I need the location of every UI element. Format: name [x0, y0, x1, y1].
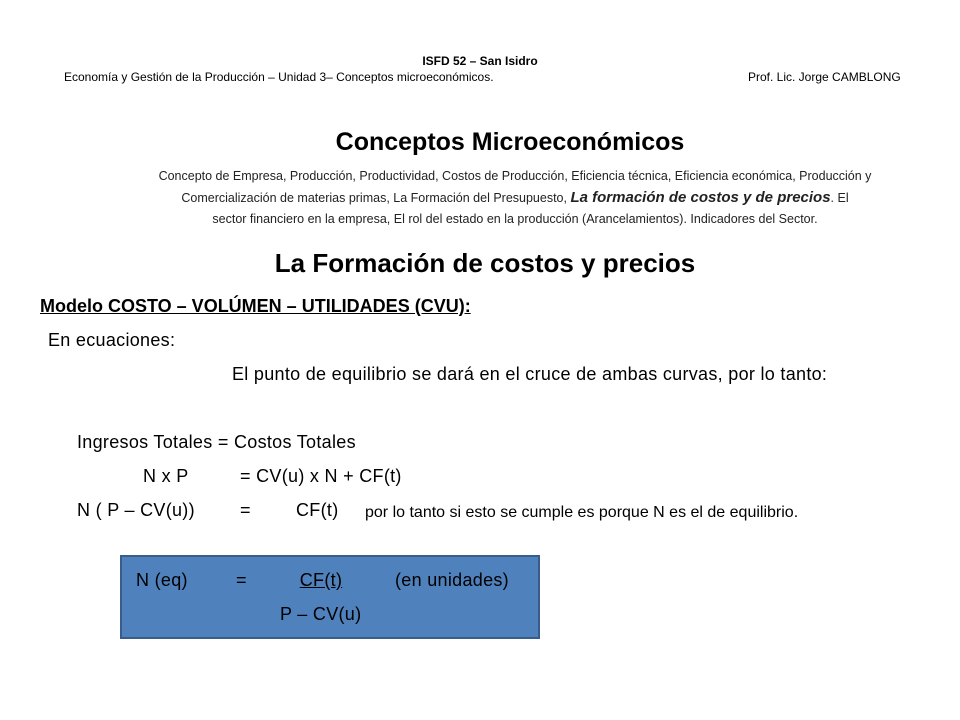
formula-denominator: P – CV(u)	[280, 604, 362, 624]
intro-line-3: sector financiero en la empresa, El rol del estado en la producción (Arancelamientos). Indicadores del Sector.	[212, 212, 818, 226]
intro-line-2	[90, 187, 940, 209]
equation-line-2-left: N x P	[143, 466, 189, 486]
en-ecuaciones-label: En ecuaciones:	[48, 330, 176, 350]
equation-line-3-right: CF(t)	[296, 500, 339, 520]
intro-emphasis: La formación de costos y de precios	[570, 189, 831, 206]
intro-line-1: Concepto de Empresa, Producción, Productividad, Costos de Producción, Eficiencia técnica, Eficiencia económica, Producción y	[158, 169, 872, 183]
equation-line-3-note: por lo tanto si esto se cumple es porque N es el de equilibrio.	[365, 504, 799, 521]
equation-line-1: Ingresos Totales = Costos Totales	[77, 432, 356, 452]
professor-header: Prof. Lic. Jorge CAMBLONG	[748, 70, 901, 84]
topics-intro	[90, 166, 940, 230]
section-title: La Formación de costos y precios	[274, 248, 696, 278]
main-title: Conceptos Microeconómicos	[335, 128, 685, 156]
model-heading: Modelo COSTO – VOLÚMEN – UTILIDADES (CVU):	[40, 296, 471, 316]
equilibrium-sentence: El punto de equilibrio se dará en el cruce de ambas curvas, por lo tanto:	[232, 364, 828, 384]
formula-lhs: N (eq)	[136, 570, 188, 590]
course-header: Economía y Gestión de la Producción – Unidad 3– Conceptos microeconómicos.	[64, 70, 494, 84]
institution-header: ISFD 52 – San Isidro	[422, 54, 538, 68]
formula-units: (en unidades)	[395, 570, 509, 590]
formula-numerator: CF(t)	[299, 570, 343, 590]
formula-equals: =	[236, 570, 247, 590]
equation-line-2-right: = CV(u) x N + CF(t)	[240, 466, 402, 486]
intro-line-2-start: Comercialización de materias primas, La Formación del Presupuesto,	[181, 191, 567, 205]
formula-box	[120, 555, 540, 639]
intro-line-2-end: . El	[830, 191, 849, 205]
equation-line-3-left: N ( P – CV(u))	[77, 500, 195, 520]
equation-line-3-equals: =	[240, 500, 251, 520]
